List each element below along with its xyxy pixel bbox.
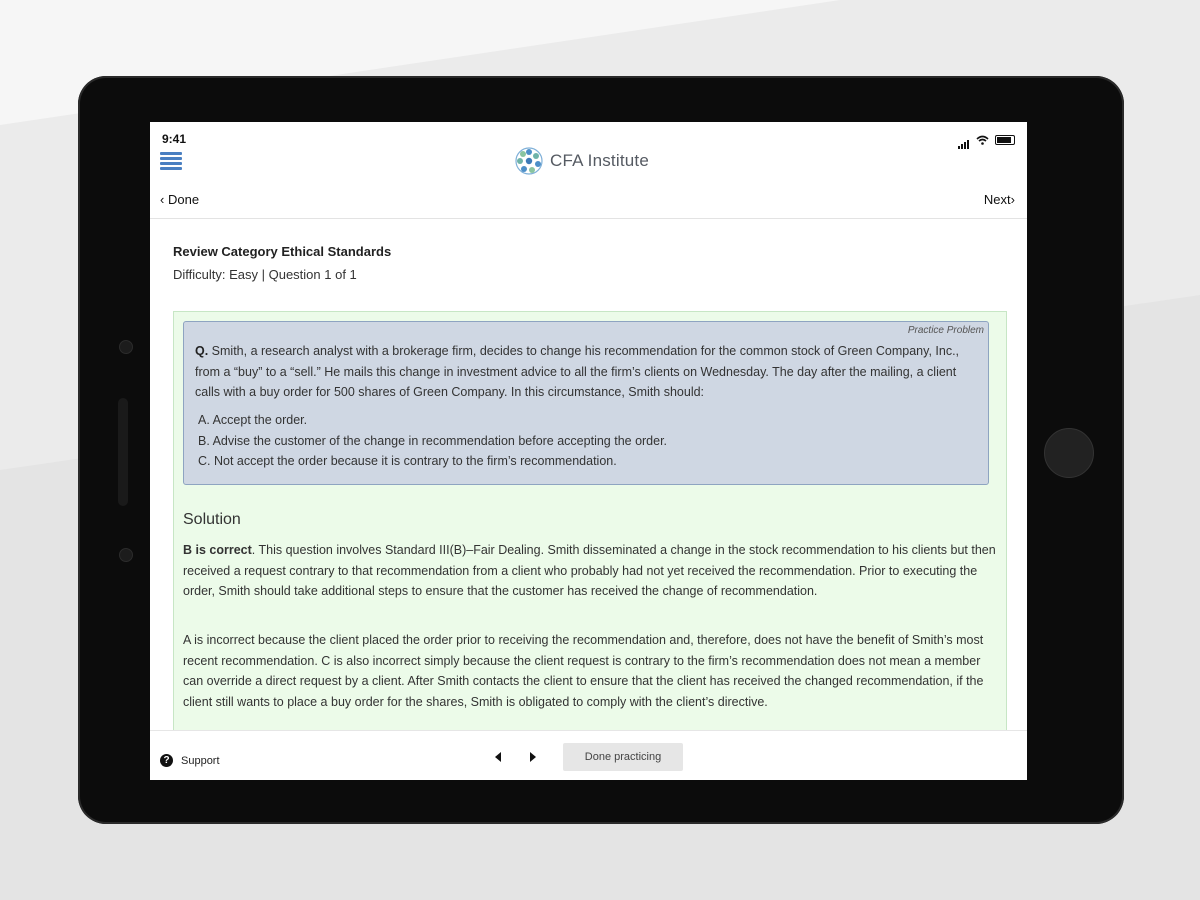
option-c[interactable]: C. Not accept the order because it is contrary to the firm’s recommendation. bbox=[198, 454, 617, 468]
bottom-toolbar bbox=[150, 730, 1027, 780]
nav-divider bbox=[150, 218, 1027, 219]
back-chevron-icon: ‹ bbox=[160, 192, 165, 207]
next-arrow-button[interactable] bbox=[524, 749, 540, 765]
battery-icon bbox=[995, 135, 1015, 145]
question-body: Smith, a research analyst with a brokerage firm, decides to change his recommendation for the common stock of Green Company, Inc., from a “buy” to a “sell.” He mails this change in investment advice to all the firm’s clients on Wednesday. The day after the mailing, a client calls with a buy order for 500 shares of Green Company. In this circumstance, Smith should: bbox=[195, 344, 960, 399]
solution-explanation: . This question involves Standard III(B)–Fair Dealing. Smith disseminated a change in the stock recommendation to his clients but then received a request contrary to that recommendation from a client who probably had not yet received the recommendation. Prior to executing the order, Smith should take additional steps to ensure that the customer has received the change of recommendation. bbox=[183, 543, 996, 598]
question-box bbox=[183, 321, 989, 485]
done-button[interactable] bbox=[160, 192, 199, 207]
support-link[interactable] bbox=[160, 754, 220, 767]
next-chevron-icon: › bbox=[1010, 192, 1015, 207]
correct-answer-label: B is correct bbox=[183, 543, 252, 557]
next-button[interactable] bbox=[984, 192, 1015, 207]
signal-icon bbox=[958, 131, 970, 149]
home-button[interactable] bbox=[1044, 428, 1094, 478]
logo-text: CFA Institute bbox=[550, 151, 649, 170]
list-menu-icon[interactable] bbox=[160, 152, 182, 172]
solution-title: Solution bbox=[183, 511, 241, 528]
practice-problem-badge: Practice Problem bbox=[907, 325, 984, 336]
caret-left-icon bbox=[495, 752, 503, 762]
next-label: Next bbox=[983, 192, 1011, 207]
review-subtitle: Difficulty: Easy | Question 1 of 1 bbox=[173, 267, 357, 282]
status-time: 9:41 bbox=[162, 132, 187, 146]
previous-arrow-button[interactable] bbox=[491, 749, 507, 765]
option-a[interactable]: A. Accept the order. bbox=[198, 413, 308, 427]
tablet-sensor bbox=[119, 548, 133, 562]
wifi-icon bbox=[976, 135, 989, 145]
status-icons bbox=[958, 131, 1015, 149]
solution-paragraph-1 bbox=[183, 540, 999, 602]
question-prefix: Q. bbox=[195, 344, 209, 358]
question-text bbox=[195, 341, 981, 403]
option-b[interactable]: B. Advise the customer of the change in recommendation before accepting the order. bbox=[198, 433, 668, 448]
review-title: Review Category Ethical Standards bbox=[173, 244, 392, 259]
tablet-side-button bbox=[118, 398, 128, 506]
cfa-globe-icon bbox=[514, 146, 544, 176]
tablet-camera bbox=[119, 340, 133, 354]
done-practicing-button[interactable]: Done practicing bbox=[563, 743, 683, 771]
practice-card bbox=[173, 311, 1007, 733]
answer-options bbox=[198, 410, 667, 472]
help-icon: ? bbox=[160, 754, 173, 767]
caret-right-icon bbox=[528, 752, 536, 762]
cfa-logo bbox=[514, 146, 649, 176]
app-screen bbox=[150, 122, 1027, 780]
support-label: Support bbox=[181, 754, 220, 767]
done-label: Done bbox=[167, 192, 200, 207]
solution-paragraph-2: A is incorrect because the client placed the order prior to receiving the recommendation and, therefore, does not have the benefit of Smith’s most recent recommendation. C is also incorrect simply because the client request is contrary to the firm’s recommendation does not mean a member can override a direct request by a client. After Smith contacts the client to ensure that the client has received the changed recommendation, if the client still wants to place a buy order for the shares, Smith is obligated to comply with the client’s directive. bbox=[183, 633, 984, 709]
